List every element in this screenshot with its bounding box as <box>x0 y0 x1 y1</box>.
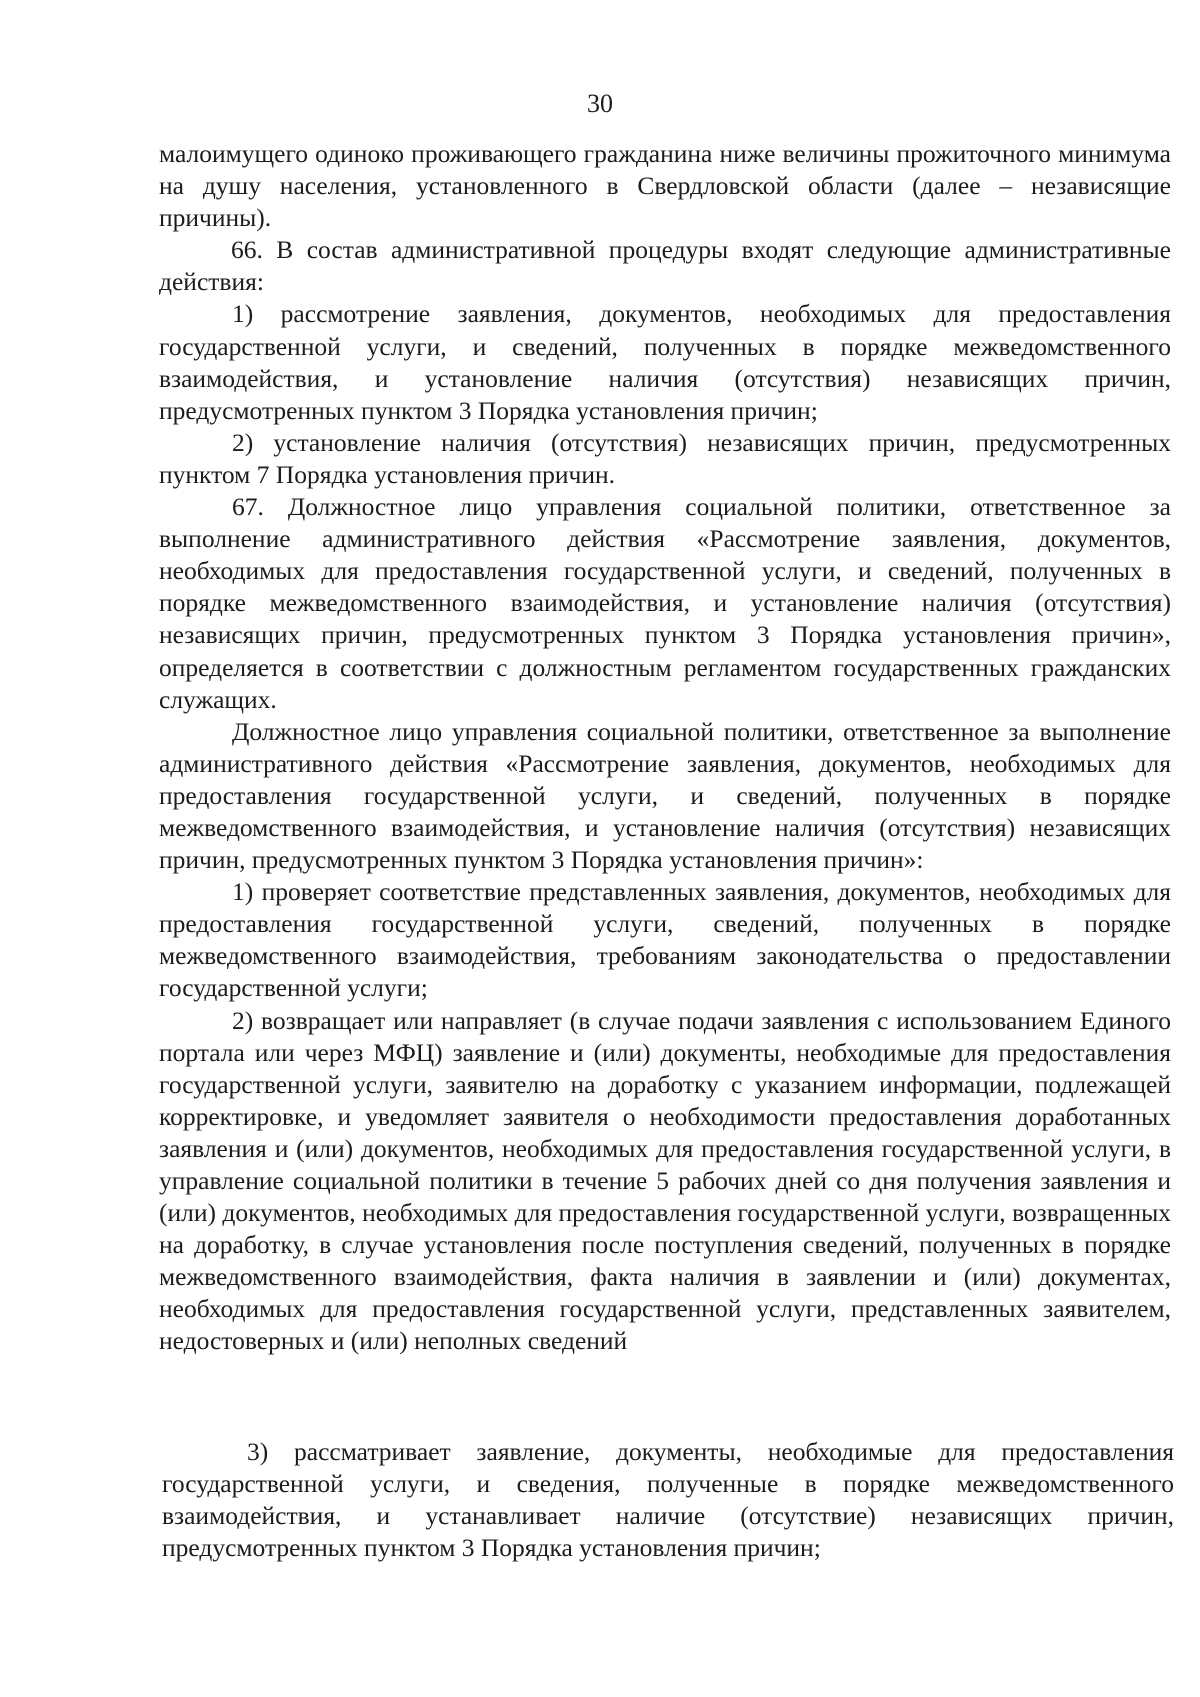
body-text-lower <box>162 1436 1174 1564</box>
page-number: 30 <box>587 89 613 118</box>
paragraph-66: 66. В состав административной процедуры входят следующие административные действия: <box>159 235 1171 297</box>
paragraph-67: 67. Должностное лицо управления социальной политики, ответственное за выполнение административного действия «Рассмотрение заявления, документов, необходимых для предоставления государственной услуги, и сведений, полученных в порядке межведомственного взаимодействия, и установление наличия (отсутствия) независящих причин, предусмотренных пунктом 3 Порядка установления причин», определяется в соответствии с должностным регламентом государственных гражданских служащих. <box>159 492 1171 714</box>
paragraph-67-item-2: 2) возвращает или направляет (в случае подачи заявления с использованием Единого портала или через МФЦ) заявление и (или) документы, необходимые для предоставления государственной услуги, заявителю на доработку с указанием информации, подлежащей корректировке, и уведомляет заявителя о необходимости предоставления доработанных заявления и (или) документов, необходимых для предоставления государственной услуги, в управление социальной политики в течение 5 рабочих дней со дня получения заявления и (или) документов, необходимых для предоставления государственной услуги, возвращенных на доработку, в случае установления после поступления сведений, полученных в порядке межведомственного взаимодействия, факта наличия в заявлении и (или) документах, необходимых для предоставления государственной услуги, представленных заявителем, недостоверных и (или) неполных сведений <box>159 1005 1171 1356</box>
paragraph-continuation: малоимущего одиноко проживающего гражданина ниже величины прожиточного минимума на душу населения, установленного в Свердловской области (далее – независящие причины). <box>159 139 1171 233</box>
paragraph-67-official: Должностное лицо управления социальной политики, ответственное за выполнение административного действия «Рассмотрение заявления, документов, необходимых для предоставления государственной услуги, и сведений, полученных в порядке межведомственного взаимодействия, и установление наличия (отсутствия) независящих причин, предусмотренных пунктом 3 Порядка установления причин»: <box>159 716 1171 875</box>
paragraph-67-item-3: 3) рассматривает заявление, документы, необходимые для предоставления государственной услуги, и сведения, полученные в порядке межведомственного взаимодействия, и устанавливает наличие (отсутствие) независящих причин, предусмотренных пунктом 3 Порядка установления причин; <box>162 1437 1174 1563</box>
paragraph-66-item-2: 2) установление наличия (отсутствия) независящих причин, предусмотренных пунктом 7 Порядка установления причин. <box>159 427 1171 489</box>
paragraph-67-item-1: 1) проверяет соответствие представленных заявления, документов, необходимых для предоставления государственной услуги, сведений, полученных в порядке межведомственного взаимодействия, требованиям законодательства о предоставлении государственной услуги; <box>159 877 1171 1003</box>
body-text <box>159 138 1171 1358</box>
paragraph-66-item-1: 1) рассмотрение заявления, документов, необходимых для предоставления государственной услуги, и сведений, полученных в порядке межведомственного взаимодействия, и установление наличия (отсутствия) независящих причин, предусмотренных пунктом 3 Порядка установления причин; <box>159 299 1171 425</box>
